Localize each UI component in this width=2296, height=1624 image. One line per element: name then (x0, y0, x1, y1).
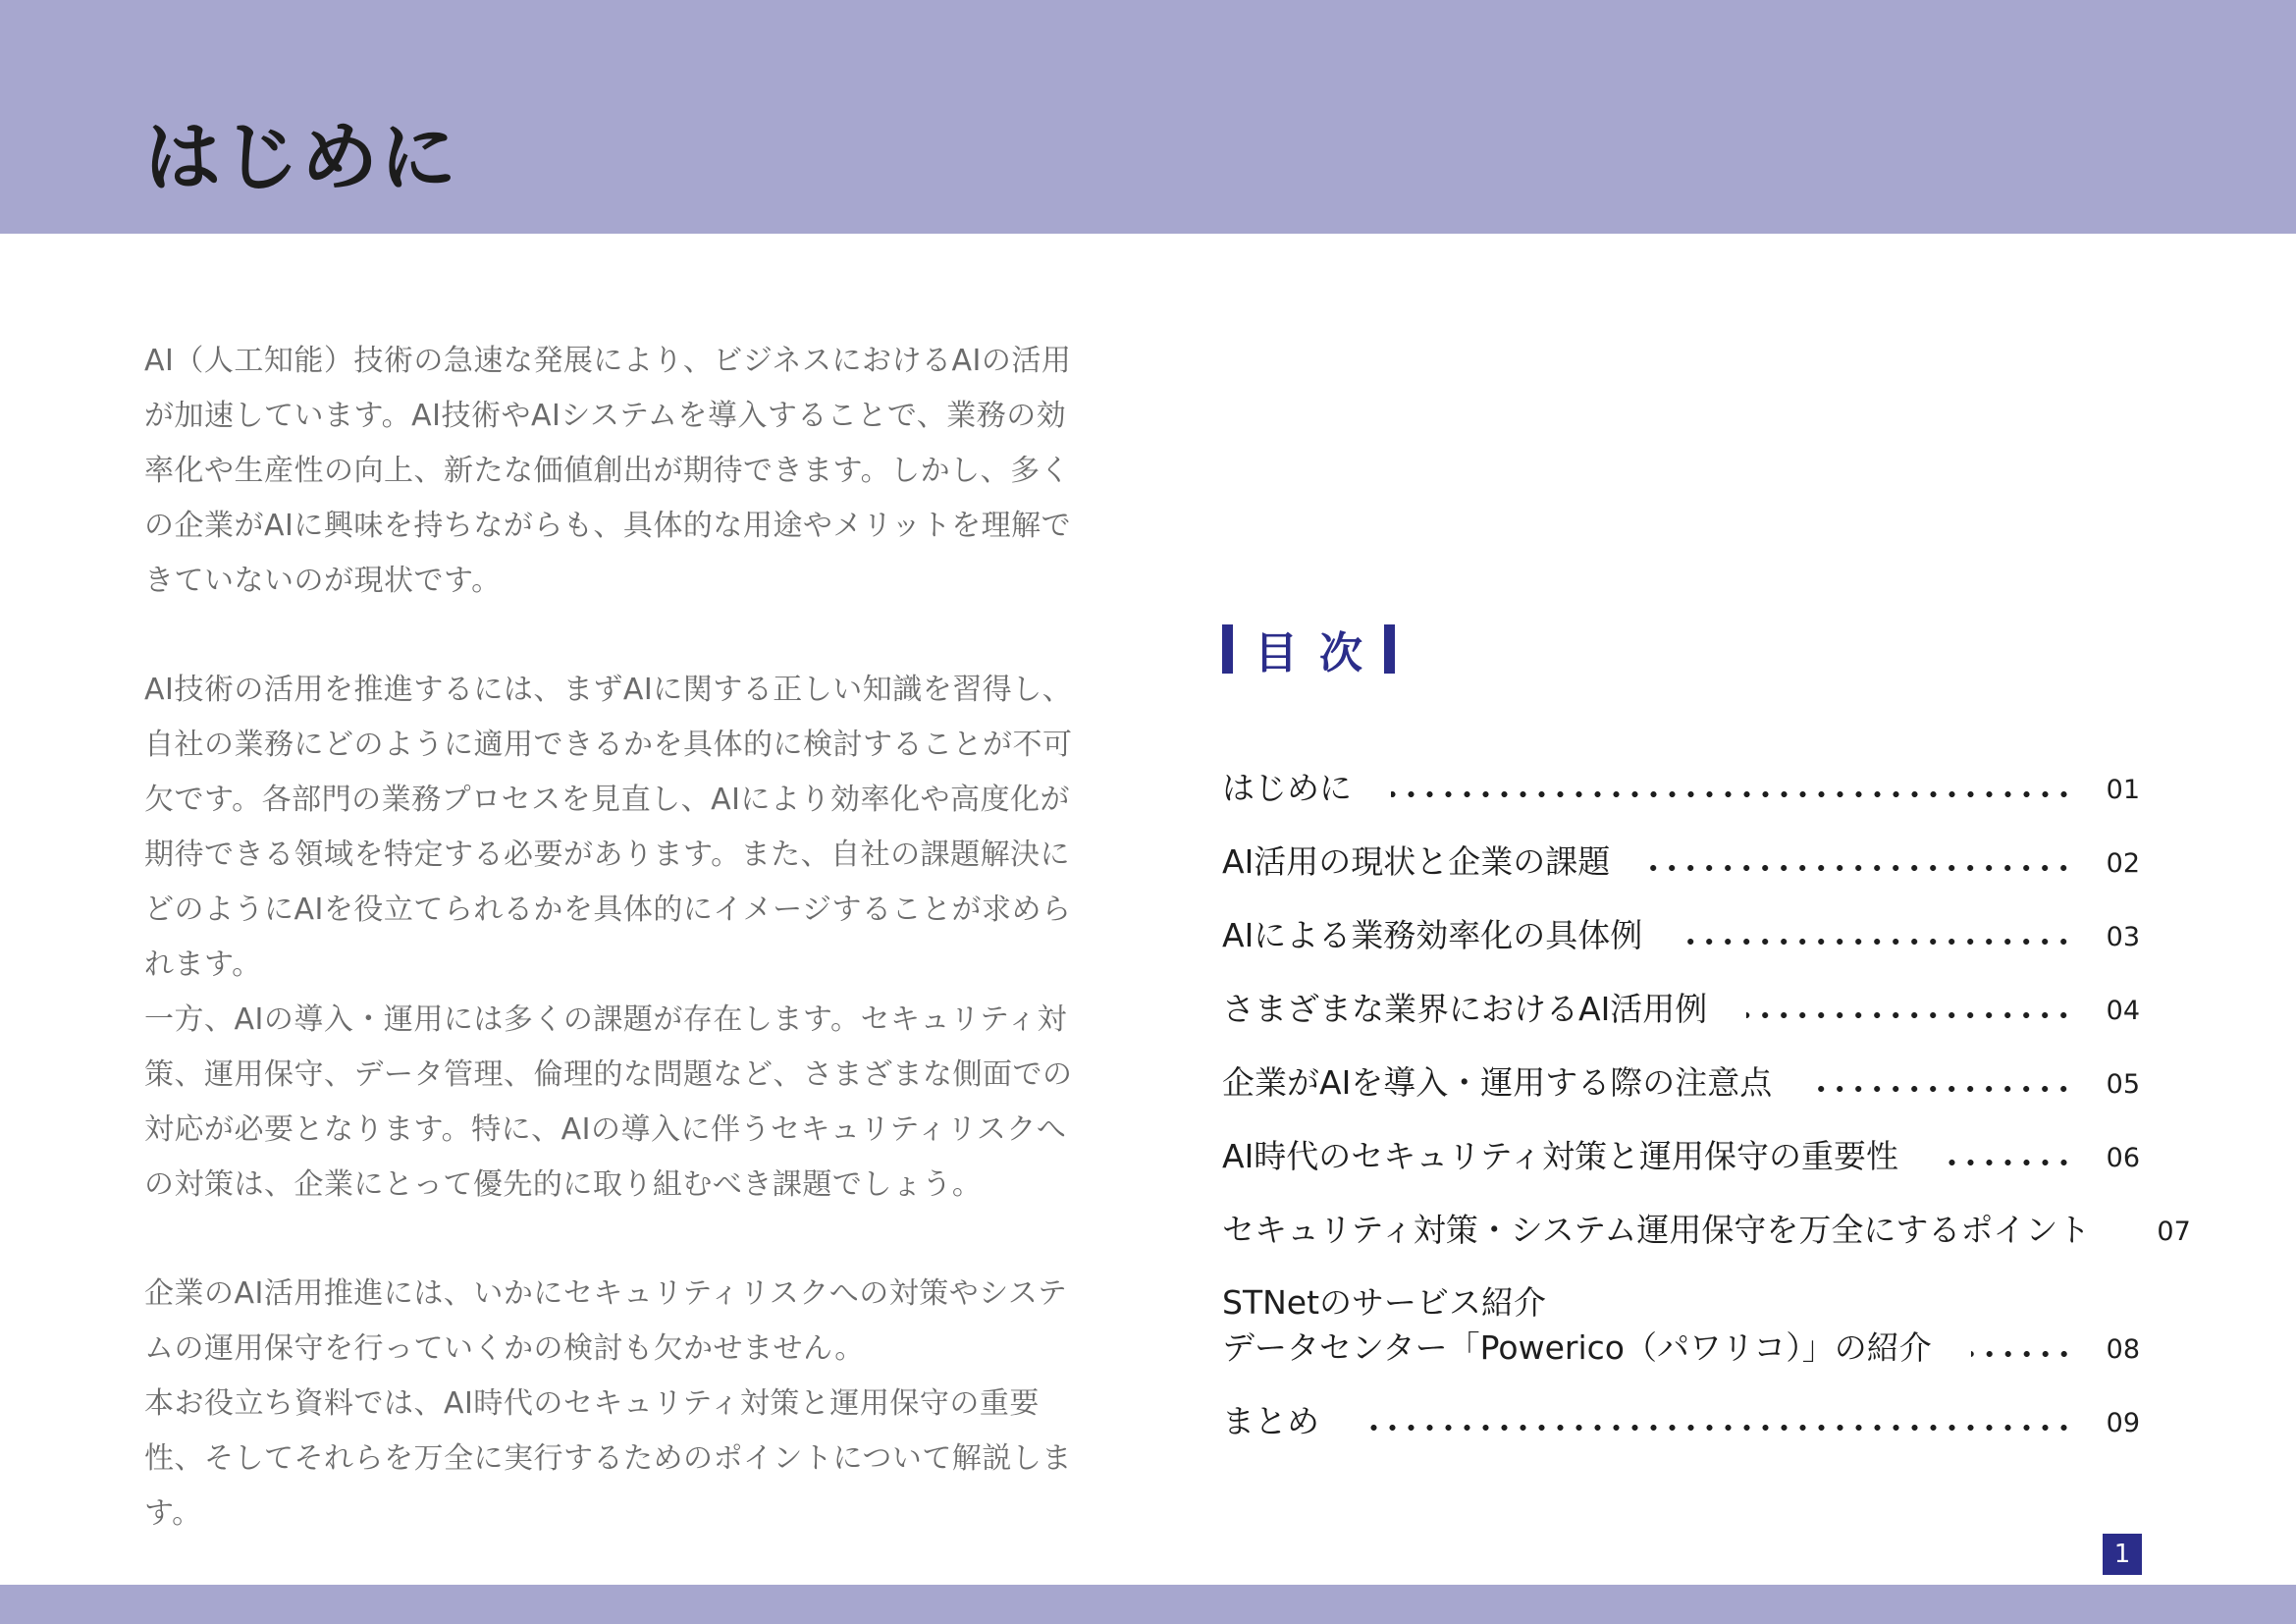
toc-item-title: AI活用の現状と企業の課題 (1222, 842, 1611, 881)
toc-item-summary[interactable] (1222, 1375, 2140, 1448)
intro-text (144, 334, 1077, 1596)
toc-item-page: 08 (2106, 1334, 2140, 1365)
toc-item-title: さまざまな業界におけるAI活用例 (1222, 990, 1708, 1028)
toc-item-page: 06 (2106, 1143, 2140, 1173)
toc-heading-text: 目次 (1255, 628, 1384, 678)
toc-item-title (1222, 1280, 1932, 1375)
toc-dot-leader (1649, 863, 2073, 873)
toc-item-title-line2: データセンター「Powerico（パワリコ）」の紹介 (1222, 1328, 1932, 1367)
toc-dot-leader (1971, 1349, 2073, 1359)
toc-item-security-points[interactable] (1222, 1183, 2191, 1257)
footer-band (0, 1585, 2296, 1624)
toc-item-title: セキュリティ対策・システム運用保守を万全にするポイント (1222, 1211, 2091, 1249)
toc-heading-bar-left (1222, 624, 1233, 674)
toc-item-service-introduction[interactable] (1222, 1257, 2140, 1375)
toc-item-page: 04 (2106, 996, 2140, 1026)
toc-item-page: 07 (2157, 1217, 2191, 1247)
toc-item-title: まとめ (1222, 1402, 1319, 1440)
toc-dot-leader (1391, 789, 2073, 799)
toc-item-industry-examples[interactable] (1222, 962, 2140, 1036)
intro-paragraph: 企業のAI活用推進には、いかにセキュリティリスクへの対策やシステムの運用保守を行っていくかの検討も欠かせません。 (144, 1276, 1068, 1366)
toc-item-efficiency-examples[interactable] (1222, 889, 2140, 962)
toc-item-precautions[interactable] (1222, 1036, 2140, 1110)
toc-item-title: AI時代のセキュリティ対策と運用保守の重要性 (1222, 1137, 1899, 1175)
toc-item-title-line1: STNetのサービス紹介 (1222, 1283, 1547, 1322)
toc-heading (1222, 623, 1395, 678)
toc-item-ai-current-state[interactable] (1222, 815, 2140, 889)
intro-paragraph: 本お役立ち資料では、AI時代のセキュリティ対策と運用保守の重要性、そしてそれらを万全に実行するためのポイントについて解説します。 (144, 1386, 1072, 1531)
toc-item-page: 09 (2106, 1408, 2140, 1438)
toc-item-page: 03 (2106, 922, 2140, 952)
toc-dot-leader (1682, 937, 2073, 947)
page-number-badge: 1 (2103, 1534, 2142, 1575)
toc-dot-leader (1746, 1010, 2073, 1020)
toc-item-introduction[interactable] (1222, 741, 2140, 815)
toc-item-security-importance[interactable] (1222, 1110, 2140, 1183)
toc-dot-leader (1811, 1084, 2073, 1094)
intro-paragraph: AI技術の活用を推進するには、まずAIに関する正しい知識を習得し、自社の業務にどのように適用できるかを具体的に検討することが不可欠です。各部門の業務プロセスを見直し、AIにより効率化や高度化が期待できる領域を特定する必要があります。また、自社の課題解決にどのようにAIを役立てられるかを具体的にイメージすることが求められます。 (144, 673, 1073, 982)
toc-item-title: はじめに (1222, 769, 1352, 807)
toc-heading-bar-right (1384, 624, 1395, 674)
toc-item-title: AIによる業務効率化の具体例 (1222, 916, 1643, 954)
page-title: はじめに (144, 114, 459, 202)
toc-dot-leader (1938, 1158, 2073, 1167)
table-of-contents (1222, 741, 2191, 1448)
toc-item-page: 02 (2106, 848, 2140, 879)
intro-paragraph: AI（人工知能）技術の急速な発展により、ビジネスにおけるAIの活用が加速しています。AI技術やAIシステムを導入することで、業務の効率化や生産性の向上、新たな価値創出が期待できます。しかし、多くの企業がAIに興味を持ちながらも、具体的な用途やメリットを理解できていないのが現状です。 (144, 344, 1072, 598)
toc-dot-leader (1359, 1423, 2073, 1433)
intro-paragraph: 一方、AIの導入・運用には多くの課題が存在します。セキュリティ対策、運用保守、データ管理、倫理的な問題など、さまざまな側面での対応が必要となります。特に、AIの導入に伴うセキュリティリスクへの対策は、企業にとって優先的に取り組むべき課題でしょう。 (144, 1002, 1073, 1202)
toc-item-title: 企業がAIを導入・運用する際の注意点 (1222, 1063, 1773, 1102)
toc-item-page: 05 (2106, 1069, 2140, 1100)
toc-item-page: 01 (2106, 775, 2140, 805)
